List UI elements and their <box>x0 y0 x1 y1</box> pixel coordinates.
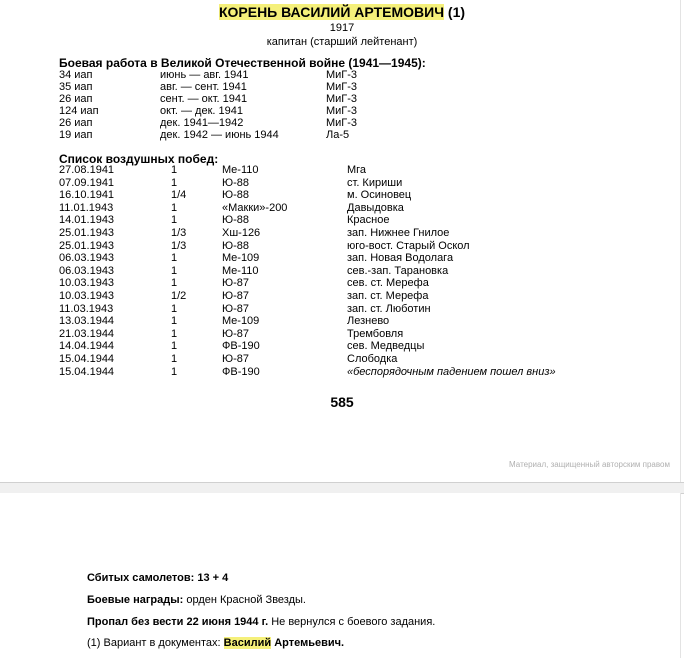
aircraft-type-cell: Me-109 <box>222 252 260 265</box>
date-cell: 06.03.1943 <box>59 264 115 277</box>
shot-down-value: 13 + 4 <box>197 572 229 584</box>
aircraft-type-cell: Me-109 <box>222 315 260 328</box>
footnote-prefix: (1) Вариант в документах: <box>87 637 221 649</box>
footnote-first-name: Василий <box>223 637 272 649</box>
unit-cell: 19 иап <box>59 129 93 141</box>
period-cell: сент. — окт. 1941 <box>160 93 248 105</box>
aircraft-cell: Ла-5 <box>326 129 350 141</box>
period-cell: авг. — сент. 1941 <box>160 81 247 93</box>
aircraft-cell: МиГ-3 <box>326 69 358 81</box>
date-cell: 11.03.1943 <box>59 302 114 315</box>
period-cell: окт. — дек. 1941 <box>160 105 243 117</box>
missing-label: Пропал без вести 22 июня 1944 г. <box>87 616 269 628</box>
aircraft-type-cell: Ю-87 <box>222 353 250 365</box>
aircraft-type-cell: Ю-88 <box>222 239 250 252</box>
aircraft-type-cell: Ю-88 <box>222 214 250 227</box>
share-cell: 1 <box>171 264 178 277</box>
share-cell: 1/3 <box>171 227 187 239</box>
share-cell: 1/4 <box>171 189 187 202</box>
date-cell: 07.09.1941 <box>59 176 115 189</box>
document-page-bottom <box>0 493 681 658</box>
shot-down-summary <box>87 572 228 584</box>
aircraft-type-cell: Ю-88 <box>222 189 250 202</box>
date-cell: 06.03.1943 <box>59 252 115 265</box>
date-cell: 15.04.1944 <box>59 353 115 365</box>
combat-work-heading: Боевая работа в Великой Отечественной войне (1941—1945): <box>59 56 426 70</box>
aircraft-cell: МиГ-3 <box>326 93 358 105</box>
share-cell: 1 <box>171 201 178 214</box>
aircraft-type-cell: Ю-87 <box>222 327 250 340</box>
aircraft-type-cell: Хш-126 <box>222 227 261 239</box>
share-cell: 1/3 <box>171 239 187 252</box>
aircraft-type-cell: Me-110 <box>222 164 259 176</box>
place-cell: м. Осиновец <box>347 189 412 202</box>
aircraft-type-cell: Me-110 <box>222 264 259 277</box>
unit-cell: 34 иап <box>59 69 93 81</box>
place-cell: Трембовля <box>347 327 404 340</box>
shot-down-label: Сбитых самолетов: <box>87 572 195 584</box>
share-cell: 1/2 <box>171 290 187 302</box>
date-cell: 14.04.1944 <box>59 340 115 353</box>
aircraft-cell: МиГ-3 <box>326 117 358 129</box>
name-footnote <box>87 637 344 649</box>
date-cell: 14.01.1943 <box>59 214 115 227</box>
share-cell: 1 <box>171 302 178 315</box>
share-cell: 1 <box>171 315 178 328</box>
date-cell: 21.03.1944 <box>59 327 115 340</box>
missing-line <box>87 616 435 628</box>
date-cell: 13.03.1944 <box>59 315 115 328</box>
aircraft-type-cell: ФВ-190 <box>222 365 260 378</box>
period-cell: дек. 1942 — июнь 1944 <box>160 129 279 141</box>
place-cell: Слободка <box>347 353 398 365</box>
share-cell: 1 <box>171 277 178 290</box>
birth-year: 1917 <box>329 22 355 34</box>
military-rank: капитан (старший лейтенант) <box>266 36 418 48</box>
place-cell: сев. Медведцы <box>347 340 425 353</box>
date-cell: 10.03.1943 <box>59 290 115 302</box>
awards-line <box>87 594 306 606</box>
place-cell: «беспорядочным падением пошел вниз» <box>347 365 556 378</box>
place-cell: сев.-зап. Тарановка <box>347 264 449 277</box>
place-cell: зап. ст. Люботин <box>347 302 431 315</box>
aircraft-type-cell: Ю-88 <box>222 176 250 189</box>
date-cell: 11.01.1943 <box>59 201 114 214</box>
awards-label: Боевые награды: <box>87 594 184 606</box>
place-cell: Мга <box>347 164 367 176</box>
aircraft-type-cell: ФВ-190 <box>222 340 260 353</box>
aircraft-cell: МиГ-3 <box>326 81 358 93</box>
aircraft-type-cell: Ю-87 <box>222 290 250 302</box>
date-cell: 16.10.1941 <box>59 189 115 202</box>
place-cell: Давыдовка <box>347 201 404 214</box>
share-cell: 1 <box>171 176 178 189</box>
unit-cell: 26 иап <box>59 117 93 129</box>
aircraft-type-cell: Ю-87 <box>222 277 250 290</box>
share-cell: 1 <box>171 353 178 365</box>
unit-cell: 26 иап <box>59 93 93 105</box>
unit-cell: 35 иап <box>59 81 93 93</box>
share-cell: 1 <box>171 365 178 378</box>
place-cell: зап. ст. Мерефа <box>347 290 429 302</box>
place-cell: зап. Нижнее Гнилое <box>347 227 450 239</box>
date-cell: 25.01.1943 <box>59 227 115 239</box>
place-cell: ст. Кириши <box>347 176 403 189</box>
copyright-notice: Материал, защищенный авторским правом <box>509 460 670 469</box>
date-cell: 15.04.1944 <box>59 365 115 378</box>
place-cell: Красное <box>347 214 390 227</box>
aircraft-type-cell: Ю-87 <box>222 302 250 315</box>
period-cell: дек. 1941—1942 <box>160 117 244 129</box>
place-cell: Лезнево <box>347 315 390 328</box>
date-cell: 25.01.1943 <box>59 239 115 252</box>
page-number: 585 <box>330 394 354 410</box>
pilot-footnote-ref: (1) <box>447 4 466 20</box>
share-cell: 1 <box>171 327 178 340</box>
place-cell: юго-вост. Старый Оскол <box>347 239 470 252</box>
share-cell: 1 <box>171 214 178 227</box>
date-cell: 27.08.1941 <box>59 164 115 176</box>
missing-value: Не вернулся с боевого задания. <box>271 616 436 628</box>
share-cell: 1 <box>171 340 178 353</box>
place-cell: зап. Новая Водолага <box>347 252 454 265</box>
pilot-name: КОРЕНЬ ВАСИЛИЙ АРТЕМОВИЧ <box>218 4 445 20</box>
aircraft-type-cell: «Макки»-200 <box>222 201 288 214</box>
share-cell: 1 <box>171 252 178 265</box>
share-cell: 1 <box>171 164 178 176</box>
aircraft-cell: МиГ-3 <box>326 105 358 117</box>
pilot-name-title <box>0 4 684 20</box>
period-cell: июнь — авг. 1941 <box>160 69 249 81</box>
unit-cell: 124 иап <box>59 105 99 117</box>
awards-value: орден Красной Звезды. <box>186 594 306 606</box>
footnote-patronymic: Артемьевич. <box>274 637 345 649</box>
date-cell: 10.03.1943 <box>59 277 115 290</box>
place-cell: сев. ст. Мерефа <box>347 277 429 290</box>
victories-heading: Список воздушных побед: <box>59 152 219 166</box>
